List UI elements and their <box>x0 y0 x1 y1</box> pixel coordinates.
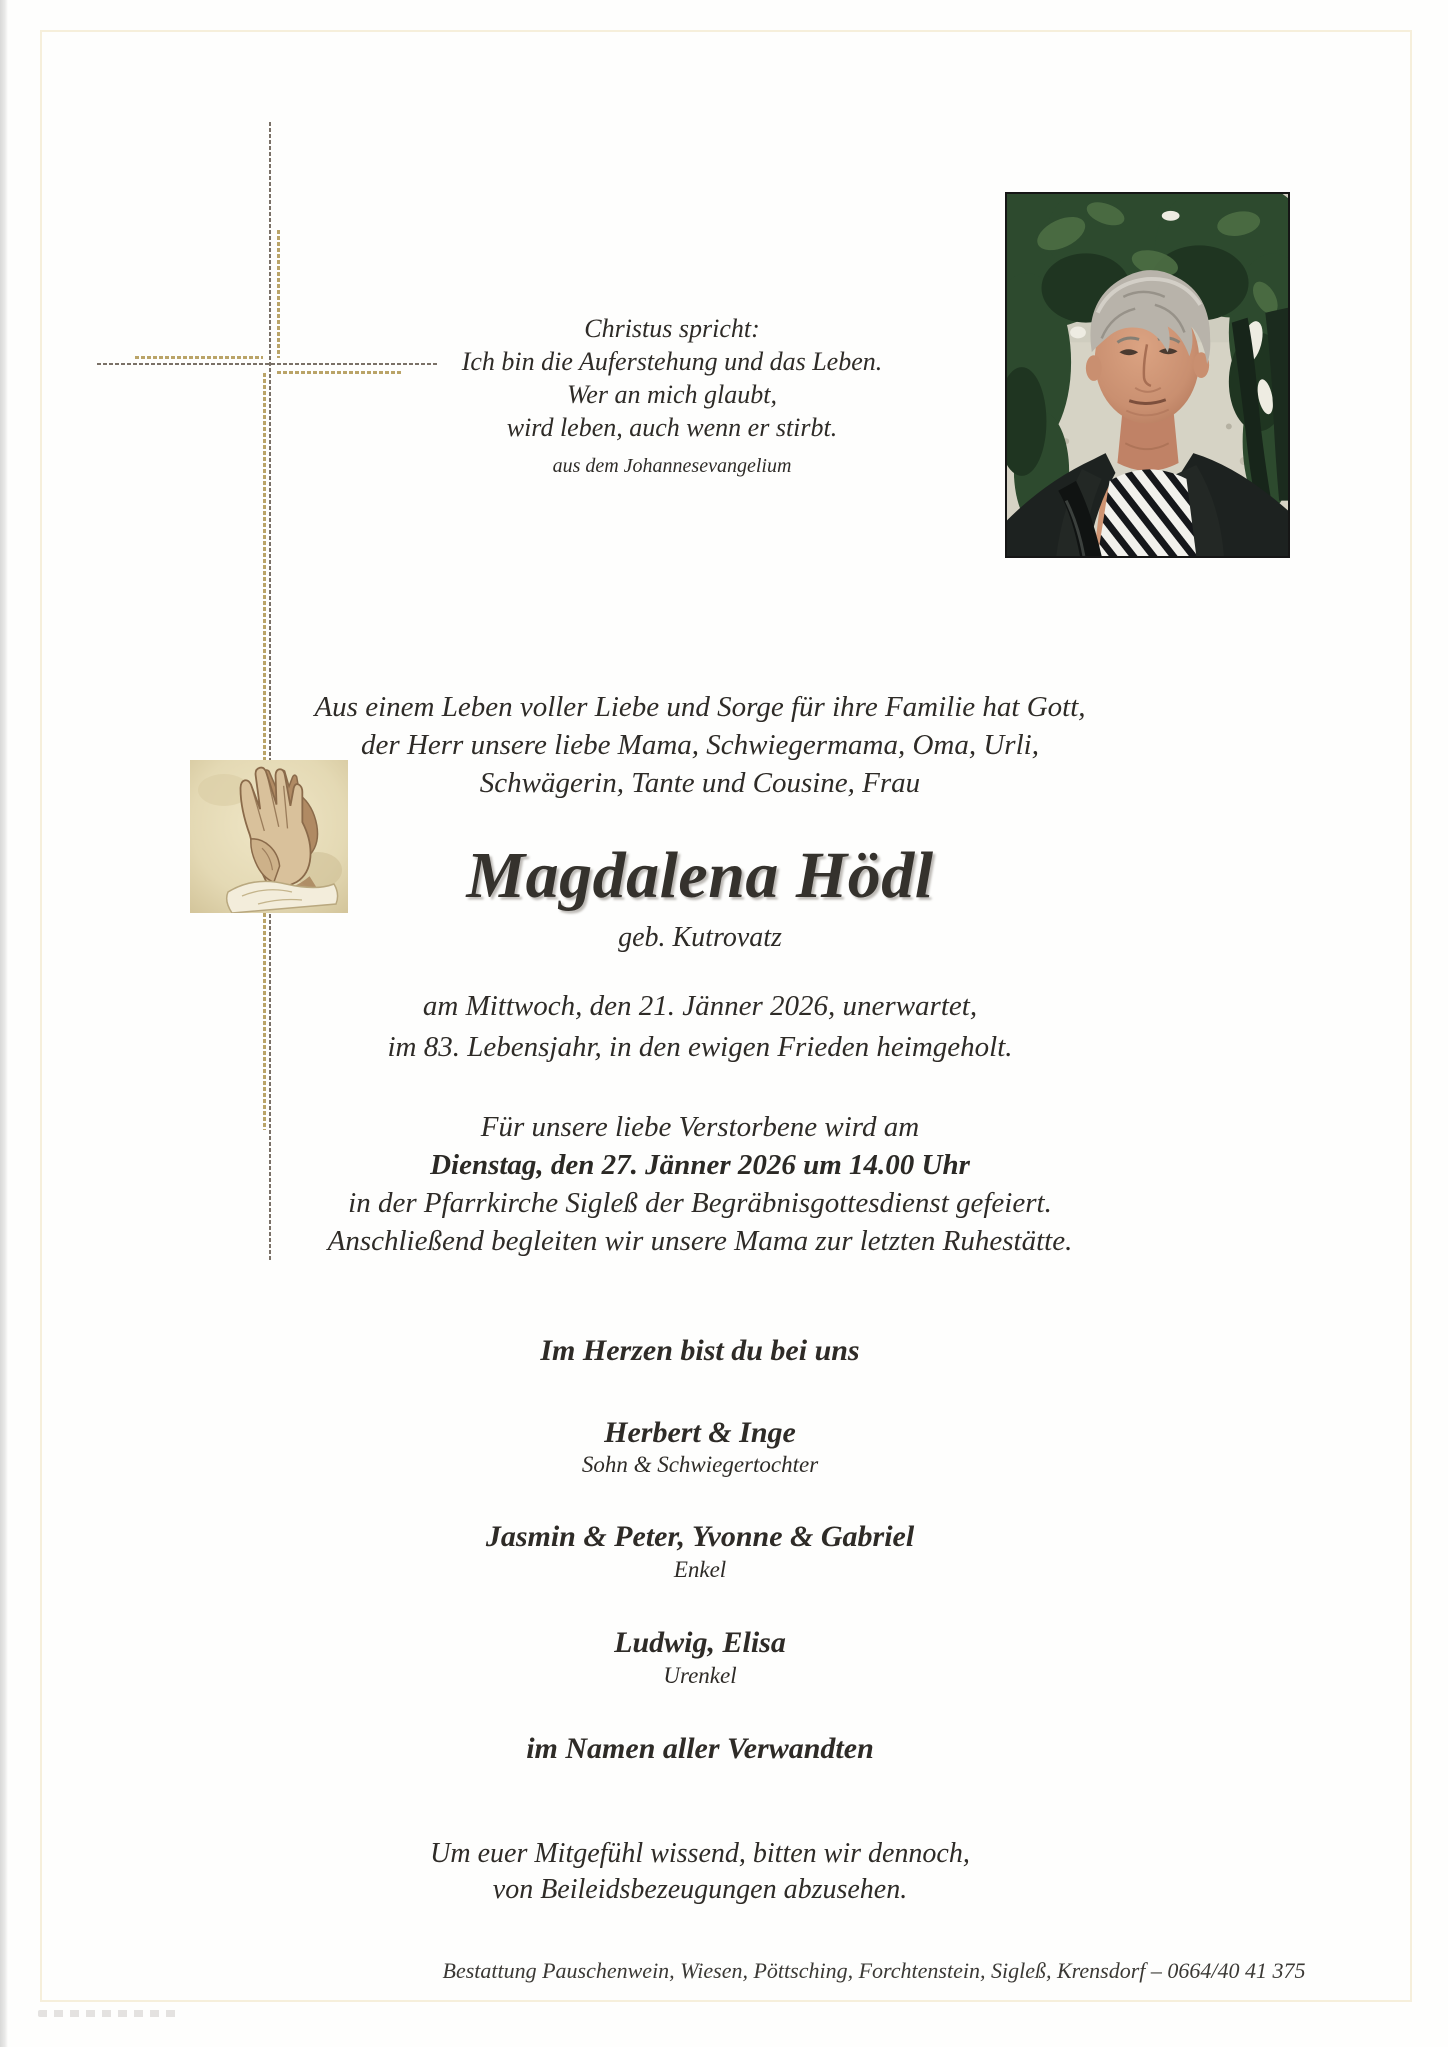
mourning-closing: im Namen aller Verwandten <box>526 1732 874 1765</box>
mourning-heading: Im Herzen bist du bei uns <box>540 1334 860 1367</box>
deceased-maiden-name: geb. Kutrovatz <box>618 922 782 953</box>
intro-paragraph <box>0 688 1400 802</box>
service-line: Für unsere liebe Verstorbene wird am <box>480 1111 920 1143</box>
family-entry-names: Ludwig, Elisa <box>614 1626 786 1659</box>
quote-line: Ich bin die Auferstehung und das Leben. <box>461 347 883 376</box>
service-paragraph <box>0 1108 1400 1260</box>
family-entry-relation: Sohn & Schwiegertochter <box>581 1452 819 1477</box>
death-line: im 83. Lebensjahr, in den ewigen Frieden heimgeholt. <box>387 1031 1013 1063</box>
service-line: in der Pfarrkirche Sigleß der Begräbnisgottesdienst gefeiert. <box>348 1187 1052 1219</box>
intro-line: der Herr unsere liebe Mama, Schwiegermama, Oma, Urli, <box>361 729 1039 761</box>
condolence-line: von Beileidsbezeugungen abzusehen. <box>492 1874 908 1905</box>
service-line: Anschließend begleiten wir unsere Mama zur letzten Ruhestätte. <box>327 1225 1073 1257</box>
quote-line: wird leben, auch wenn er stirbt. <box>506 413 838 442</box>
funeral-home-footer: Bestattung Pauschenwein, Wiesen, Pöttsching, Forchtenstein, Sigleß, Krensdorf – 0664/40 41 375 <box>442 1958 1306 1983</box>
quote-line: Wer an mich glaubt, <box>567 380 777 409</box>
deceased-name: Magdalena Hödl <box>466 839 934 912</box>
family-entry-relation: Urenkel <box>663 1663 737 1688</box>
service-date-line: Dienstag, den 27. Jänner 2026 um 14.00 Uhr <box>430 1149 970 1181</box>
death-paragraph <box>0 986 1400 1068</box>
condolence-line: Um euer Mitgefühl wissend, bitten wir dennoch, <box>430 1838 970 1869</box>
condolence-note <box>0 1836 1400 1908</box>
scan-artifact-marks <box>38 2010 178 2017</box>
family-entry-names: Jasmin & Peter, Yvonne & Gabriel <box>485 1520 915 1553</box>
intro-line: Schwägerin, Tante und Cousine, Frau <box>479 767 921 799</box>
scripture-quote <box>0 312 1372 483</box>
intro-line: Aus einem Leben voller Liebe und Sorge für ihre Familie hat Gott, <box>314 691 1086 723</box>
death-line: am Mittwoch, den 21. Jänner 2026, unerwartet, <box>422 990 978 1022</box>
quote-attribution: aus dem Johannesevangelium <box>552 455 792 477</box>
family-entry-relation: Enkel <box>673 1557 727 1582</box>
family-entry-names: Herbert & Inge <box>604 1416 796 1449</box>
quote-line: Christus spricht: <box>584 314 760 343</box>
